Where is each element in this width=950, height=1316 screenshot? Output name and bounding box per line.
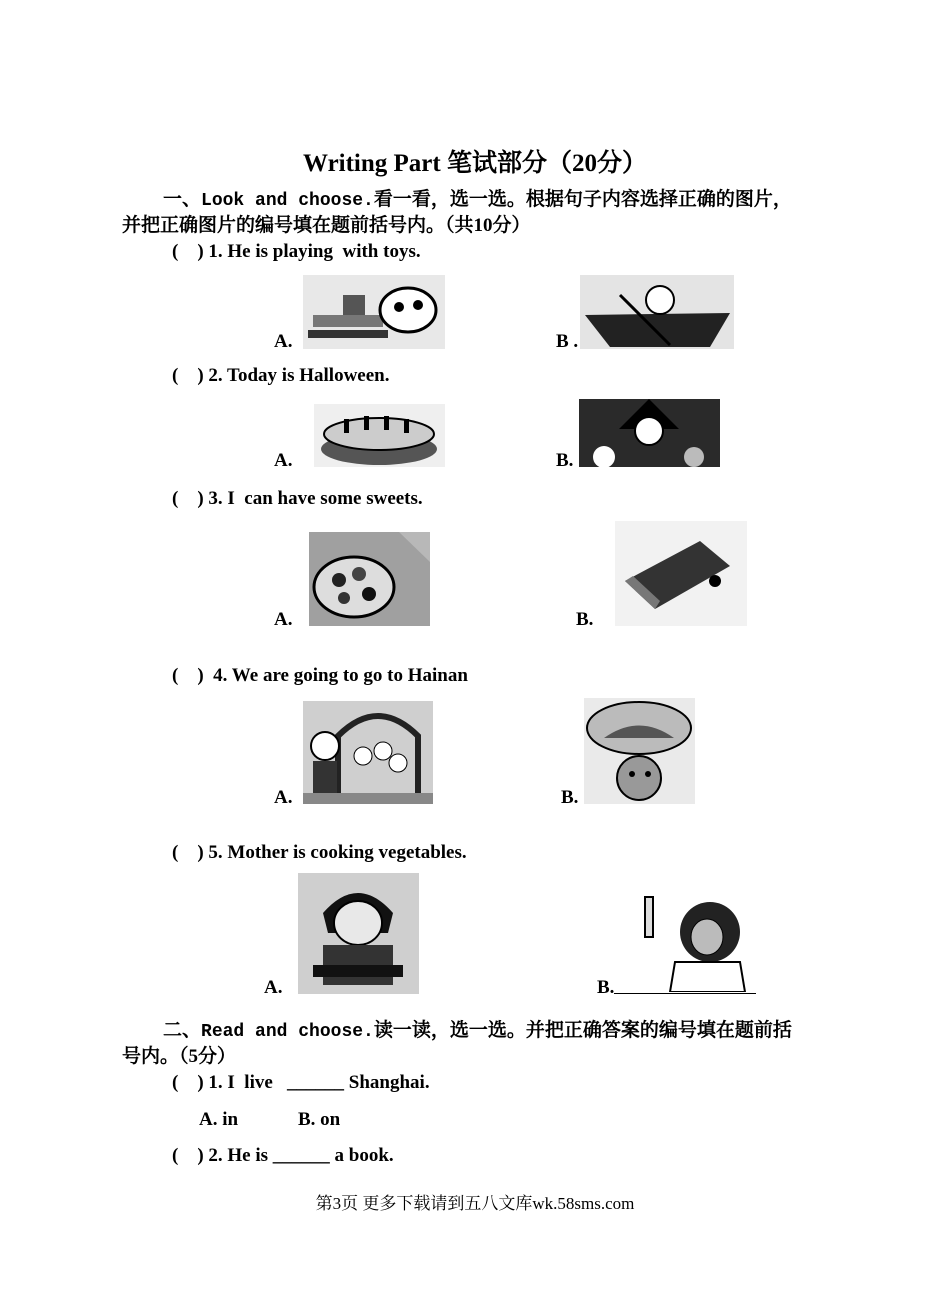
section-1-number: 一、 xyxy=(163,189,202,210)
birthday-cake-picture xyxy=(314,404,445,467)
question-4: ( ) 4. We are going to go to Hainan xyxy=(172,665,468,686)
read-question-1: ( ) 1. I live ______ Shanghai. xyxy=(172,1072,430,1093)
nurse-with-syringe-picture xyxy=(635,892,753,992)
option-a-label: A. xyxy=(274,609,293,630)
section-2-number: 二、 xyxy=(163,1020,202,1041)
section-1-english-instruction: Look and choose. xyxy=(201,191,374,211)
option-a-label: A. xyxy=(274,787,293,808)
sweets-plate-picture xyxy=(309,532,430,626)
section-2-heading-line-2: 号内。（5分） xyxy=(122,1046,237,1067)
section-2-chinese-instruction: 读一读，选一选。并把正确答案的编号填在题前括 xyxy=(373,1020,792,1041)
section-2-heading xyxy=(163,1018,792,1045)
option-b-label: B. xyxy=(561,787,579,808)
option-a-label: A. xyxy=(274,331,293,352)
chocolate-bar-picture xyxy=(615,521,747,626)
option-b-label: B . xyxy=(556,331,579,352)
pandas-at-gate-picture xyxy=(303,701,433,804)
option-b-label: B. xyxy=(597,977,615,998)
answer-underline xyxy=(614,993,756,994)
page-title: Writing Part 笔试部分（20分） xyxy=(303,150,647,177)
halloween-witch-picture xyxy=(579,399,720,467)
read-option-a: A. in xyxy=(199,1109,239,1130)
read-question-2: ( ) 2. He is ______ a book. xyxy=(172,1145,394,1166)
section-2-english-instruction: Read and choose. xyxy=(201,1022,374,1042)
boy-dreaming-island-picture xyxy=(584,698,695,804)
option-a-label: A. xyxy=(264,977,283,998)
question-3: ( ) 3. I can have some sweets. xyxy=(172,488,423,509)
question-2: ( ) 2. Today is Halloween. xyxy=(172,365,390,386)
option-b-label: B. xyxy=(576,609,594,630)
question-5: ( ) 5. Mother is cooking vegetables. xyxy=(172,842,467,863)
girl-rowing-boat-picture xyxy=(580,275,734,349)
boy-with-toy-blocks-picture xyxy=(303,275,445,349)
option-a-label: A. xyxy=(274,450,293,471)
section-1-heading-line-2: 并把正确图片的编号填在题前括号内。（共10分） xyxy=(122,215,531,236)
read-option-b: B. on xyxy=(298,1109,341,1130)
page-footer: 第3页 更多下载请到五八文库wk.58sms.com xyxy=(315,1194,635,1213)
question-1: ( ) 1. He is playing with toys. xyxy=(172,241,421,262)
option-b-label: B. xyxy=(556,450,574,471)
section-1-chinese-instruction: 看一看，选一选。根据句子内容选择正确的图片， xyxy=(373,189,792,210)
mother-cooking-picture xyxy=(298,873,419,994)
section-1-heading xyxy=(163,187,792,214)
